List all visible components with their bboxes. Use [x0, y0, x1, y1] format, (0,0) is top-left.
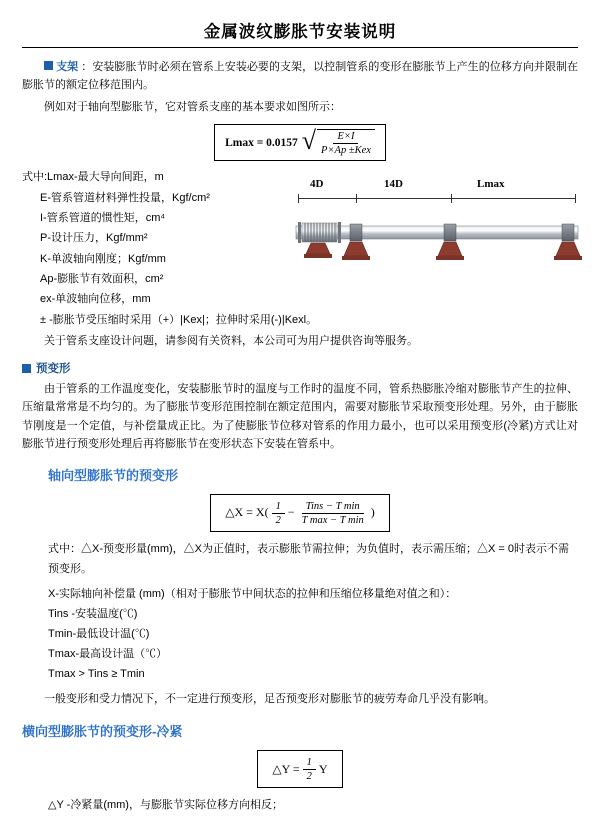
axial-note: 一般变形和受力情况下，不一定进行预变形，足否预变形对膨胀节的疲劳寿命几乎没有影响。	[44, 693, 495, 706]
lateral-section-heading: 横向型膨胀节的预变形-冷紧	[22, 724, 183, 740]
legend-item-1: E-管系管道材料弹性投量，Kgf/cm²	[40, 191, 210, 204]
sqrt-symbol: √ $\frac{E\times I}{\text{P×Ap ±Kex}}$	[302, 129, 375, 156]
figure-label-4d: 4D	[310, 178, 324, 190]
dim-tick-4	[575, 194, 576, 203]
legend-item-4: K-单波轴向刚度；Kgf/mm	[40, 252, 166, 265]
axial-formula-lhs: △X = X(	[225, 505, 269, 520]
figure-dimension-labels	[292, 178, 582, 192]
title-divider	[22, 47, 578, 48]
axial-formula-rhs: )	[370, 505, 375, 520]
axial-line-2: Tins -安装温度(℃)	[48, 608, 138, 621]
dim-seg-lmax	[451, 198, 575, 199]
legend-item-2: I-管系管道的惯性矩，cm⁴	[40, 212, 166, 225]
axial-line-3: Tmin-最低设计温(℃)	[48, 628, 150, 641]
bracket-section-heading: 支架	[56, 61, 79, 73]
legend-item-7: ± -膨胀节受压缩时采用（+）|Kex|；拉伸时采用(-)|Kexl。	[40, 313, 318, 326]
axial-section-heading: 轴向型膨胀节的预变形	[48, 467, 179, 483]
axial-half-num: 1	[272, 501, 285, 514]
legend-item-5: Ap-膨胀节有效面积，cm²	[40, 273, 164, 286]
predeform-heading-label: 预变形	[36, 363, 71, 376]
axial-line-0: 式中：△X-预变形量(mm)，△X为正值时，表示膨胀节需拉伸；为负值时，表示需压缩；△X = 0时表示不需预变形。	[48, 542, 569, 575]
lateral-frac-den: 2	[306, 771, 312, 783]
blue-square-icon	[44, 61, 53, 70]
dim-seg-14d	[356, 198, 451, 199]
lateral-formula-lhs: △Y =	[272, 761, 300, 776]
legend-item-6: ex-单波轴向位移，mm	[40, 293, 151, 306]
axial-half-den: 2	[275, 514, 281, 526]
axial-frac-den: T max − T min	[301, 514, 364, 526]
predeform-section-heading	[22, 360, 578, 376]
lmax-denominator: P×Ap ±Kex	[321, 145, 371, 157]
figure-dimension-lines	[292, 194, 582, 204]
lateral-formula-box	[22, 750, 578, 788]
axial-frac-num: Tins − T min	[302, 501, 364, 514]
figure-label-14d: 14D	[384, 178, 403, 190]
dim-seg-4d	[298, 198, 356, 199]
axial-line-4: Tmax-最高设计温（℃）	[48, 647, 168, 660]
pipe-support-figure	[292, 178, 582, 278]
bracket-paragraph-1-text: 安装膨胀节时必须在管系上安装必要的支架，以控制管系的变形在膨胀节上产生的位移方向并限制在膨胀节的额定位移范围内。	[22, 61, 579, 92]
axial-line-5: Tmax > Tins ≥ Tmin	[48, 667, 145, 680]
figure-drawing	[292, 204, 582, 278]
bracket-section-paragraph-2: 例如对于轴向型膨胀节，它对管系支座的基本要求如图所示：	[44, 101, 341, 114]
lmax-formula-lhs: Lmax = 0.0157	[225, 136, 298, 149]
lateral-formula-rhs: Y	[318, 761, 328, 776]
legend-item-3: P-设计压力，Kgf/mm²	[40, 232, 148, 245]
lateral-line: △Y -冷紧量(mm)，与膨胀节实际位移方向相反；	[48, 799, 283, 812]
figure-label-lmax: Lmax	[477, 178, 505, 190]
axial-formula-minus: −	[287, 505, 295, 520]
axial-line-1: X-实际轴向补偿量 (mm)（相对于膨胀节中间状态的拉伸和压缩位移量绝对值之和）：	[48, 588, 457, 601]
blue-square-icon-2	[22, 364, 31, 373]
bracket-section-paragraph-1: 支架 ：安装膨胀节时必须在管系上安装必要的支架，以控制管系的变形在膨胀节上产生的位移方向并限制在膨胀节的额定位移范围内。	[22, 61, 579, 92]
lmax-numerator: E×I	[333, 131, 358, 144]
lateral-frac-num: 1	[303, 757, 316, 770]
page-title: 金属波纹膨胀节安装说明	[203, 22, 397, 41]
axial-formula-box	[22, 494, 578, 532]
bracket-closing-text: 关于管系支座设计问题，请参阅有关资料，本公司可为用户提供咨询等服务。	[44, 335, 418, 348]
pipe-assembly-svg	[292, 204, 582, 278]
lmax-formula-box	[22, 124, 578, 161]
predeform-paragraph: 由于管系的工作温度变化，安装膨胀节时的温度与工作时的温度不同，管系热膨胀冷缩对膨胀节产生的拉伸、压缩量常常是不均匀的。为了膨胀节变形范围控制在额定范围内，需要对膨胀节采取预变形处理。另外，由于膨胀节刚度是一个定值，与补偿量成正比。为了使膨胀节位移对管系的作用力最小，也可以采用预变形(冷紧)方式让对膨胀节进行预变形处理后再将膨胀节在变形状态下安装在管系中。	[22, 383, 578, 450]
legend-item-0: 式中:Lmax-最大导向间距，m	[22, 171, 164, 184]
